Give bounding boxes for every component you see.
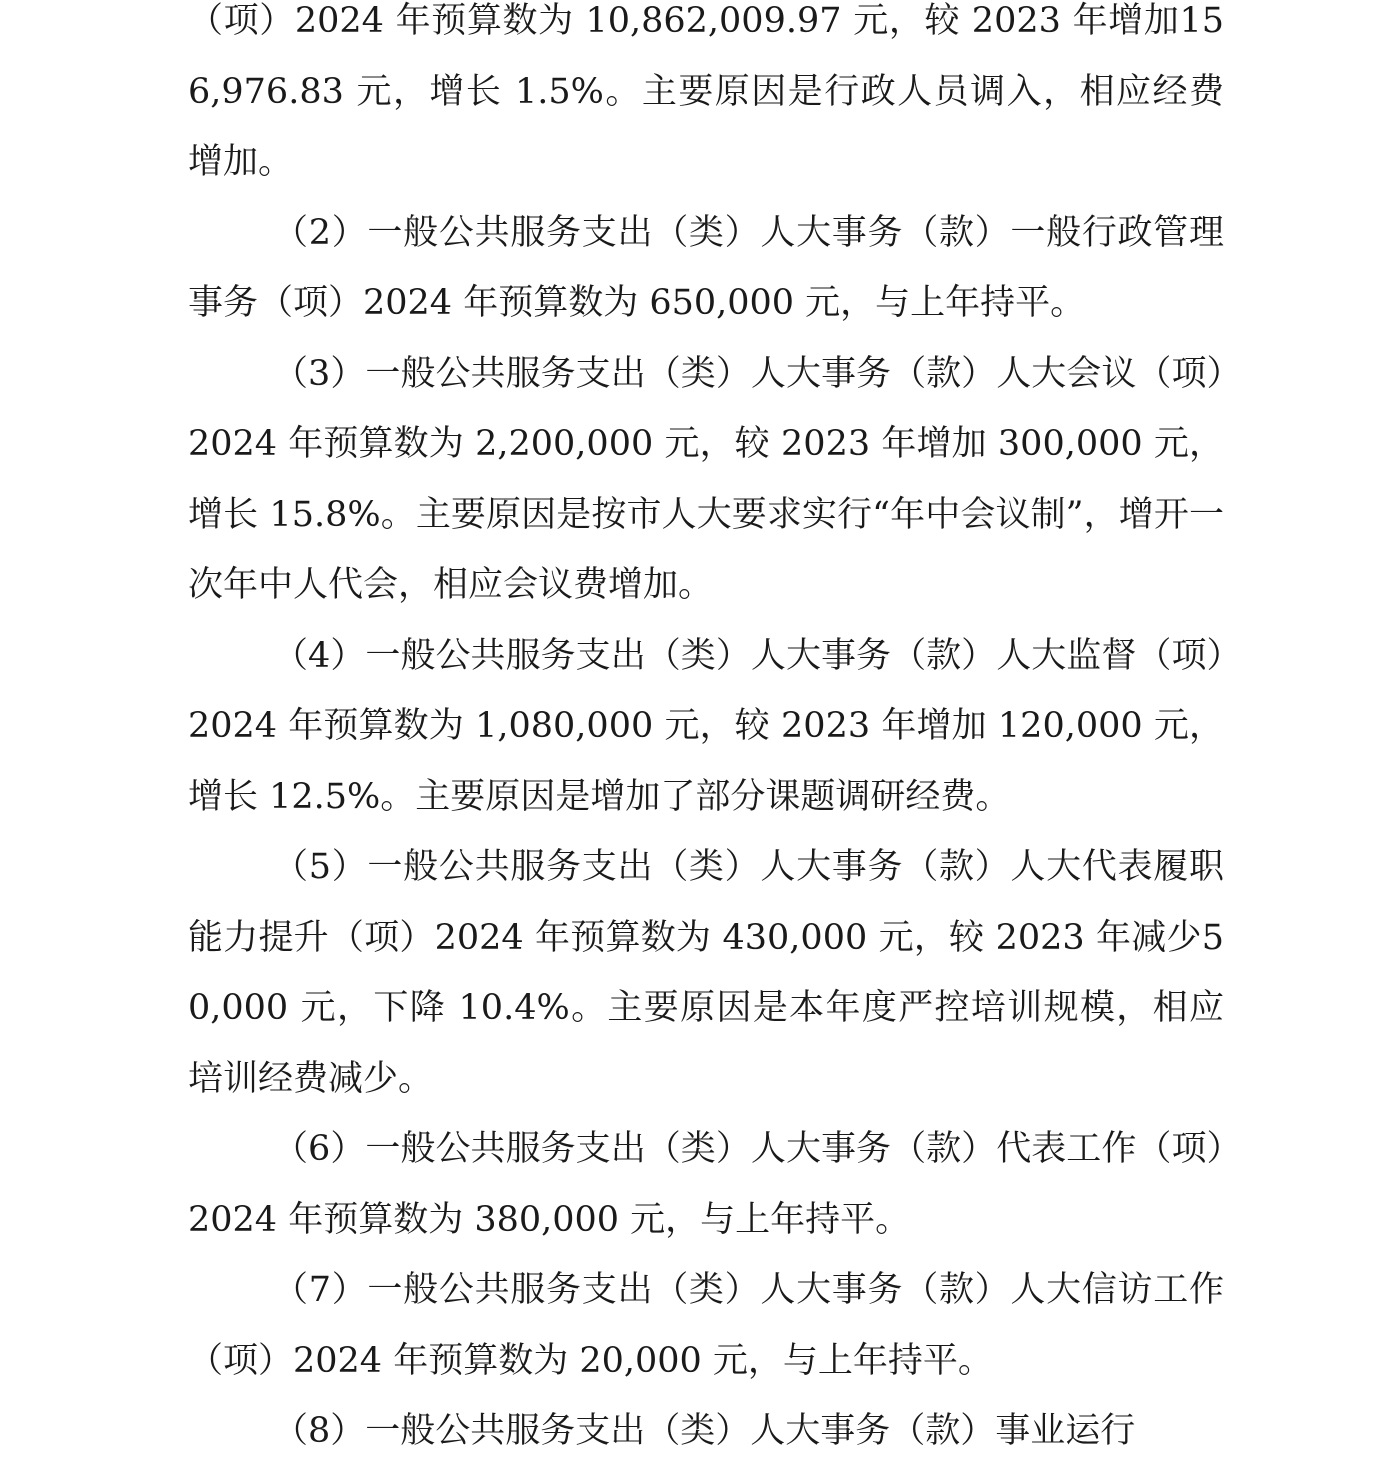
paragraph-continuation: （项）2024 年预算数为 10,862,009.97 元，较 2023 年增加156,976.83 元，增长 1.5%。主要原因是行政人员调入，相应经费增加。 [188,1,1224,182]
paragraph-item-2: （2）一般公共服务支出（类）人大事务（款）一般行政管理事务（项）2024 年预算数为 650,000 元，与上年持平。 [188,212,1224,323]
paragraph-item-6: （6）一般公共服务支出（类）人大事务（款）代表工作（项）2024 年预算数为 380,000 元，与上年持平。 [188,1129,1224,1240]
document-page [188,0,1224,1467]
paragraph-item-4: （4）一般公共服务支出（类）人大事务（款）人大监督（项）2024 年预算数为 1,080,000 元，较 2023 年增加 120,000 元，增长 12.5%。主要原因是增加了部分课题调研经费。 [188,635,1224,817]
paragraph-item-3: （3）一般公共服务支出（类）人大事务（款）人大会议（项）2024 年预算数为 2,200,000 元，较 2023 年增加 300,000 元，增长 15.8%。主要原因是按市人大要求实行“年中会议制”，增开一次年中人代会，相应会议费增加。 [188,353,1224,605]
paragraph-item-7: （7）一般公共服务支出（类）人大事务（款）人大信访工作（项）2024 年预算数为 20,000 元，与上年持平。 [188,1270,1224,1381]
paragraph-item-8: （8）一般公共服务支出（类）人大事务（款）事业运行 [273,1411,1136,1451]
paragraph-item-5: （5）一般公共服务支出（类）人大事务（款）人大代表履职能力提升（项）2024 年预算数为 430,000 元，较 2023 年减少50,000 元，下降 10.4%。主要原因是本年度严控培训规模，相应培训经费减少。 [188,847,1224,1099]
